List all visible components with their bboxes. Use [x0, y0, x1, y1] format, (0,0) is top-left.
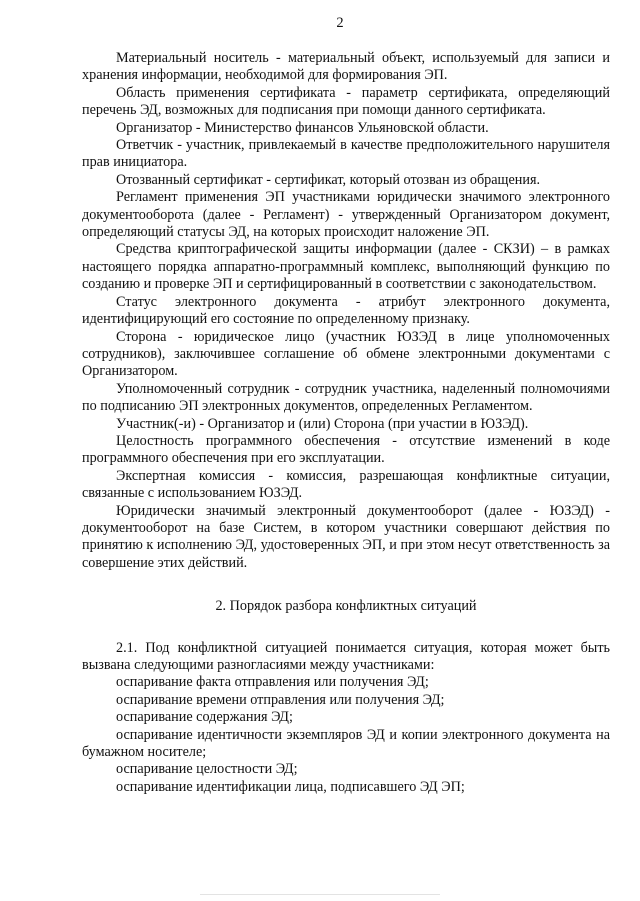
definition-paragraph: Материальный носитель - материальный объект, используемый для записи и хранения информации, необходимой для формирования ЭП.: [82, 50, 610, 84]
definition-paragraph: Ответчик - участник, привлекаемый в качестве предположительного нарушителя прав инициатора.: [82, 137, 610, 171]
page-number: 2: [336, 15, 344, 31]
section-intro-paragraph: 2.1. Под конфликтной ситуацией понимается ситуация, которая может быть вызвана следующими разногласиями между участниками:: [82, 639, 610, 673]
list-item: оспаривание идентификации лица, подписавшего ЭД ЭП;: [116, 778, 465, 795]
list-item: оспаривание времени отправления или получения ЭД;: [116, 691, 445, 708]
definition-paragraph: Уполномоченный сотрудник - сотрудник участника, наделенный полномочиями по подписанию ЭП электронных документов, определенных Регламентом.: [82, 380, 610, 415]
definition-paragraph: Участник(-и) - Организатор и (или) Сторона (при участии в ЮЗЭД).: [116, 415, 529, 432]
list-item: оспаривание целостности ЭД;: [116, 761, 298, 778]
list-item: оспаривание факта отправления или получения ЭД;: [116, 674, 429, 691]
definition-paragraph: Отозванный сертификат - сертификат, который отозван из обращения.: [116, 171, 541, 188]
definition-paragraph: Область применения сертификата - параметр сертификата, определяющий перечень ЭД, возможных для подписания при помощи данного сертификата.: [82, 84, 610, 119]
definition-paragraph: Экспертная комиссия - комиссия, разрешающая конфликтные ситуации, связанные с использованием ЮЗЭД.: [82, 467, 610, 502]
definition-paragraph: Регламент применения ЭП участниками юридически значимого электронного документооборота (далее - Регламент) - утвержденный Организатором документ, определяющий статусы ЭД, на которых происходит наложение ЭП.: [82, 189, 610, 241]
section-heading: 2. Порядок разбора конфликтных ситуаций: [215, 598, 477, 615]
definition-paragraph: Сторона - юридическое лицо (участник ЮЗЭД в лице уполномоченных сотрудников), заключившее соглашение об обмене электронными документами с Организатором.: [82, 328, 610, 380]
list-item: оспаривание идентичности экземпляров ЭД и копии электронного документа на бумажном носителе;: [82, 726, 610, 761]
definitions-list: [82, 50, 610, 572]
definition-paragraph: Средства криптографической защиты информации (далее - СКЗИ) – в рамках настоящего порядка аппаратно-программный комплекс, выполняющий функцию по созданию и проверке ЭП и сертифицированный в соответствии с законодательством.: [82, 241, 610, 293]
list-item: оспаривание содержания ЭД;: [116, 709, 293, 726]
definition-paragraph: Организатор - Министерство финансов Ульяновской области.: [116, 119, 489, 136]
scan-edge-divider: [200, 894, 440, 895]
definition-paragraph: Целостность программного обеспечения - отсутствие изменений в коде программного обеспечения при его эксплуатации.: [82, 432, 610, 467]
definition-paragraph: Статус электронного документа - атрибут электронного документа, идентифицирующий его состояние по определенному признаку.: [82, 293, 610, 328]
section-body: [82, 640, 610, 797]
definition-paragraph: Юридически значимый электронный документооборот (далее - ЮЗЭД) - документооборот на базе Систем, в котором участники совершают действия по принятию к исполнению ЭД, удостоверенных ЭП, и при этом несут ответственность за совершение этих действий.: [82, 502, 610, 571]
